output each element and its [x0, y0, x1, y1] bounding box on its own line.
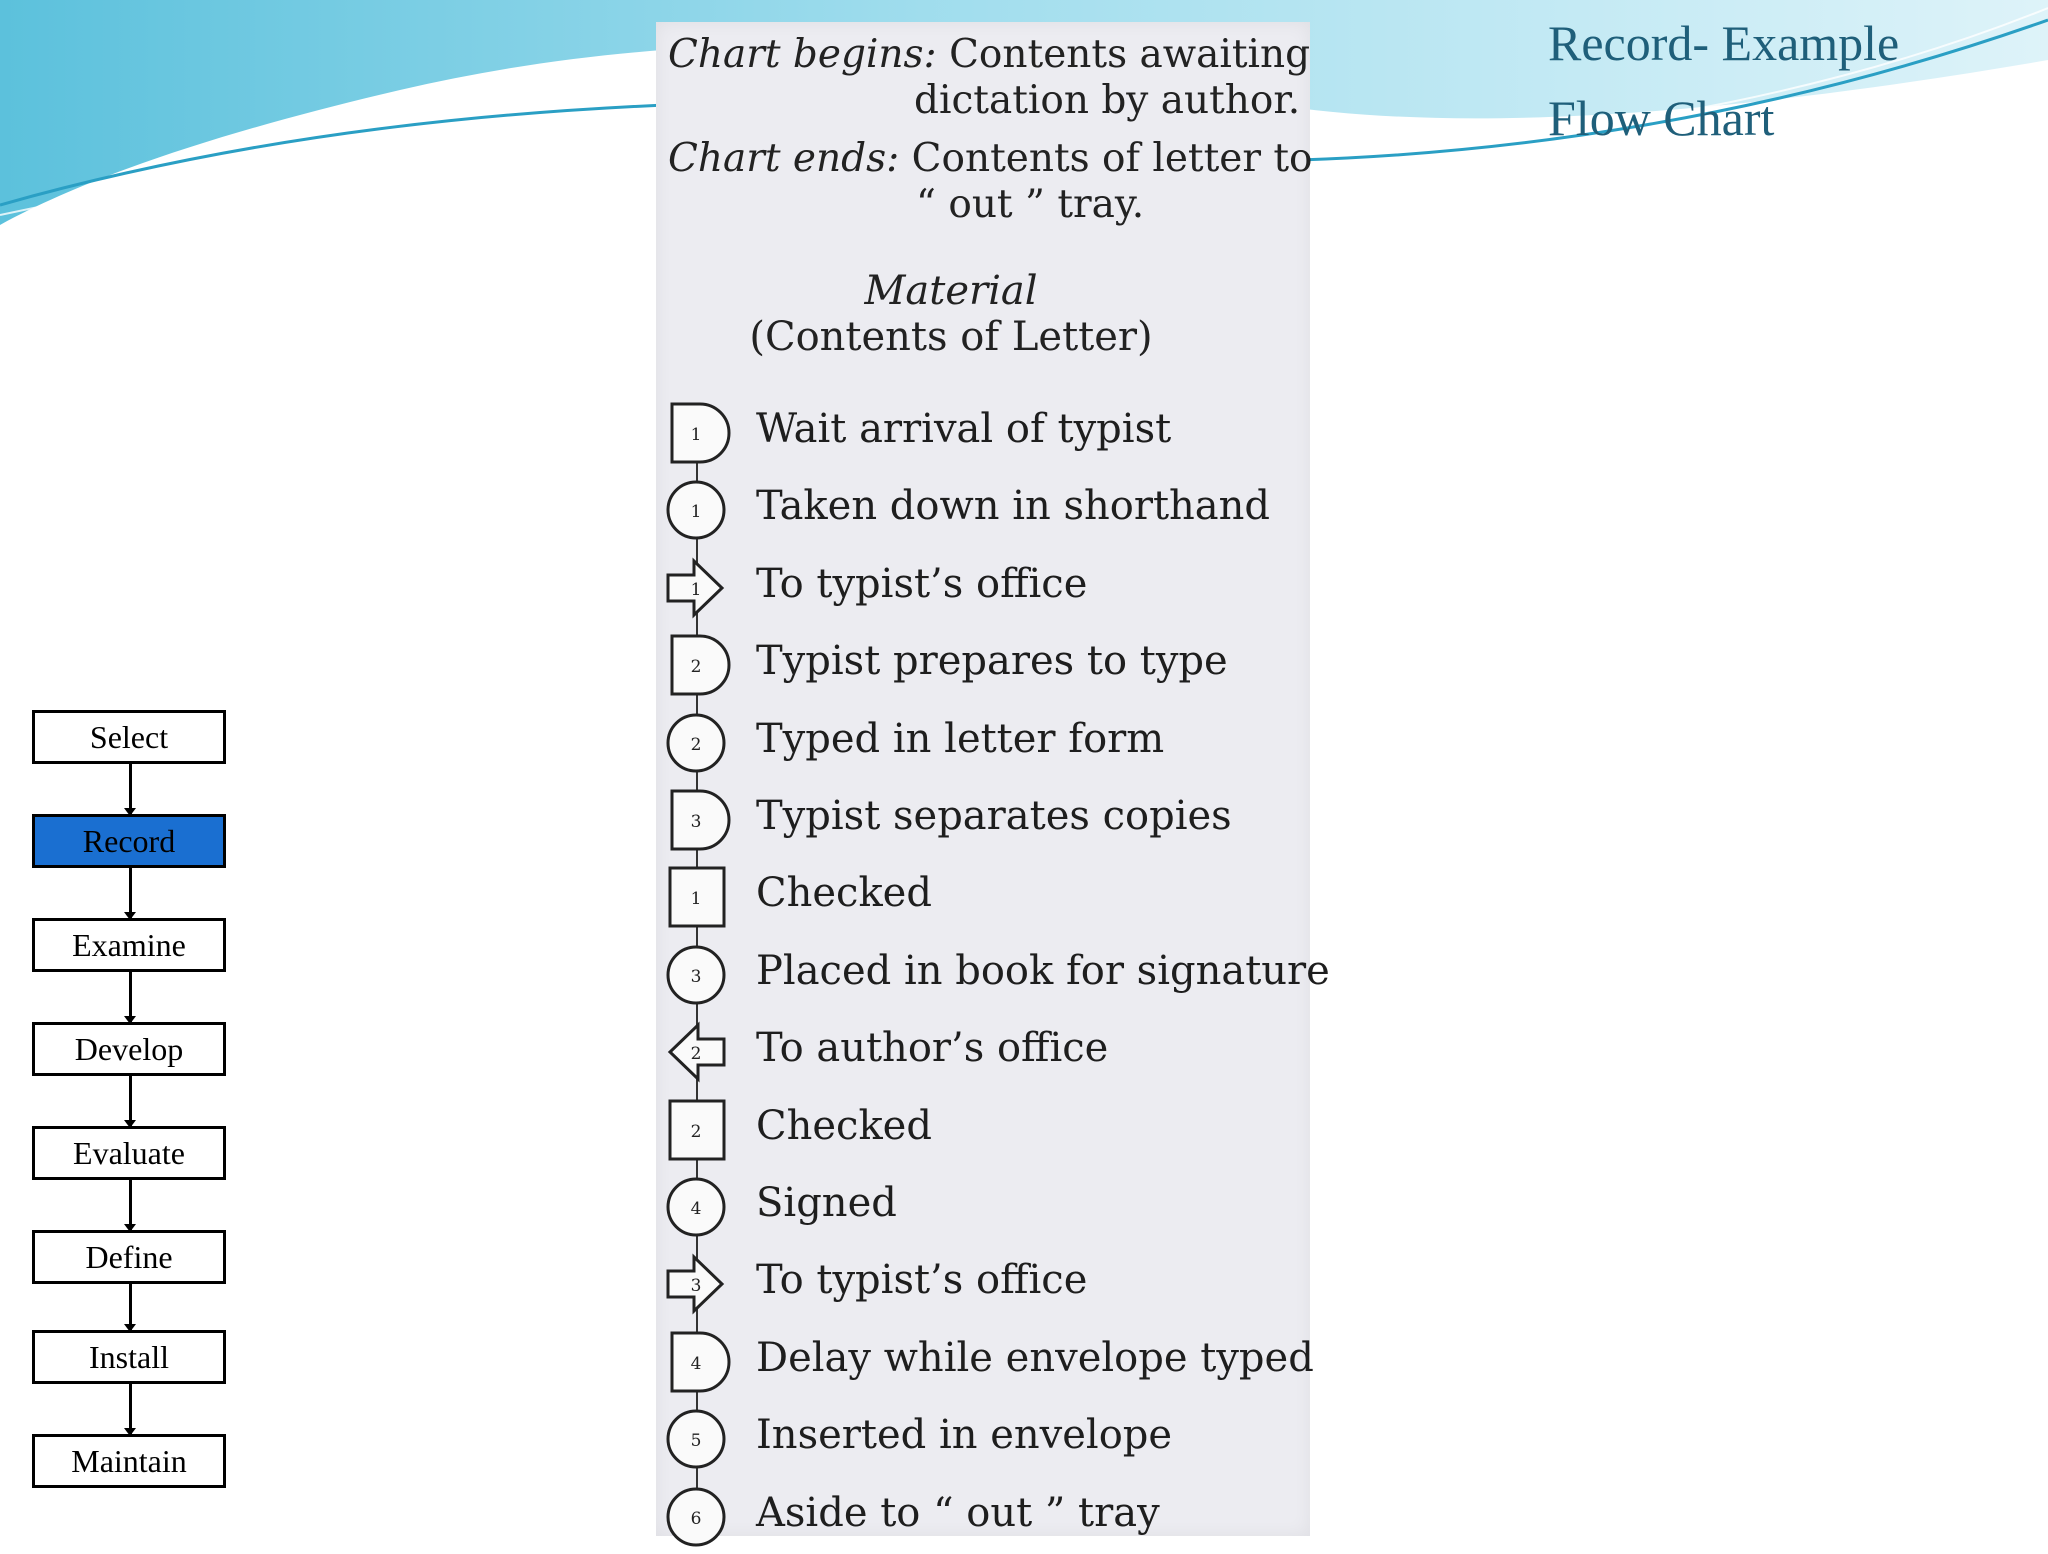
step-evaluate[interactable] — [32, 1126, 226, 1180]
material-title: Material — [864, 268, 1038, 314]
inspection-square-icon — [660, 1097, 732, 1163]
symbol-number: 3 — [690, 966, 702, 987]
step-connector — [129, 1076, 132, 1126]
operation-circle-icon — [660, 477, 732, 543]
step-connector — [129, 1180, 132, 1230]
flow-process-chart — [656, 22, 1330, 1536]
step-connector — [129, 1284, 132, 1330]
operation-circle-icon — [660, 1484, 732, 1550]
symbol-number: 3 — [690, 1276, 702, 1297]
chart-ends-text-1: Contents of letter to — [911, 136, 1313, 181]
step-connector — [129, 972, 132, 1022]
chart-ends-text-2: “ out ” tray. — [916, 182, 1145, 227]
chart-ends — [668, 136, 1313, 181]
chart-row-label: Delay while envelope typed — [756, 1334, 1314, 1381]
chart-row-label: Typed in letter form — [756, 715, 1165, 762]
process-stepper — [0, 0, 260, 1536]
chart-begins — [668, 32, 1310, 77]
slide-title-line-1: Record- Example — [1548, 15, 1900, 71]
operation-circle-icon — [660, 942, 732, 1008]
chart-row-label: Inserted in envelope — [756, 1412, 1173, 1459]
step-label: Record — [82, 822, 176, 859]
chart-row-label: Placed in book for signature — [756, 947, 1330, 994]
step-examine[interactable] — [32, 918, 226, 972]
step-label: Maintain — [71, 1442, 187, 1479]
chart-row-label: Aside to “ out ” tray — [756, 1489, 1160, 1536]
symbol-number: 2 — [690, 657, 702, 678]
step-develop[interactable] — [32, 1022, 226, 1076]
symbol-number: 1 — [690, 889, 702, 910]
step-label: Develop — [74, 1030, 184, 1067]
operation-circle-icon — [660, 710, 732, 776]
material-subtitle: (Contents of Letter) — [749, 314, 1153, 360]
step-label: Define — [85, 1238, 173, 1275]
operation-circle-icon — [660, 1174, 732, 1240]
chart-row-label: Checked — [756, 870, 932, 917]
step-install[interactable] — [32, 1330, 226, 1384]
chart-row-label: Typist separates copies — [756, 793, 1232, 839]
chart-row-label: To author’s office — [756, 1025, 1109, 1072]
symbol-number: 1 — [690, 425, 702, 445]
symbol-number: 1 — [690, 579, 702, 600]
chart-begins-text-2: dictation by author. — [914, 78, 1301, 123]
step-maintain[interactable] — [32, 1434, 226, 1488]
delay-symbol-icon — [660, 1329, 732, 1395]
step-label: Select — [89, 718, 169, 755]
delay-symbol-icon — [660, 400, 732, 466]
symbol-number: 2 — [690, 1121, 702, 1142]
step-connector — [129, 1384, 132, 1434]
symbol-number: 5 — [690, 1431, 702, 1452]
transport-arrow-right-icon — [660, 555, 732, 621]
chart-begins-label: Chart begins: — [668, 32, 937, 77]
chart-ends-label: Chart ends: — [668, 136, 900, 181]
step-label: Examine — [72, 926, 186, 963]
chart-row-label: Wait arrival of typist — [756, 406, 1172, 452]
step-label: Evaluate — [73, 1134, 185, 1171]
slide-title — [1548, 6, 2028, 156]
step-connector — [129, 868, 132, 918]
chart-row-label: To typist’s office — [756, 1257, 1088, 1304]
operation-circle-icon — [660, 1406, 732, 1472]
chart-row-label: Signed — [756, 1180, 897, 1226]
chart-row-label: Taken down in shorthand — [756, 483, 1271, 530]
step-select[interactable] — [32, 710, 226, 764]
chart-row-label: To typist’s office — [756, 560, 1088, 607]
symbol-number: 3 — [690, 812, 702, 832]
symbol-number: 4 — [690, 1199, 702, 1219]
symbol-number: 2 — [690, 734, 702, 755]
inspection-square-icon — [660, 864, 732, 930]
step-label: Install — [89, 1338, 169, 1375]
slide-title-line-2: Flow Chart — [1548, 90, 1775, 146]
delay-symbol-icon — [660, 632, 732, 698]
step-connector — [129, 764, 132, 814]
step-record[interactable] — [32, 814, 226, 868]
chart-begins-text-1: Contents awaiting — [949, 32, 1311, 77]
symbol-number: 2 — [690, 1044, 702, 1065]
delay-symbol-icon — [660, 787, 732, 853]
step-define[interactable] — [32, 1230, 226, 1284]
chart-row-label: Checked — [756, 1102, 932, 1149]
transport-arrow-left-icon — [660, 1019, 732, 1085]
chart-row-label: Typist prepares to type — [756, 638, 1228, 685]
symbol-number: 6 — [690, 1508, 702, 1529]
symbol-number: 1 — [690, 502, 702, 523]
symbol-number: 4 — [690, 1353, 702, 1374]
transport-arrow-right-icon — [660, 1251, 732, 1317]
